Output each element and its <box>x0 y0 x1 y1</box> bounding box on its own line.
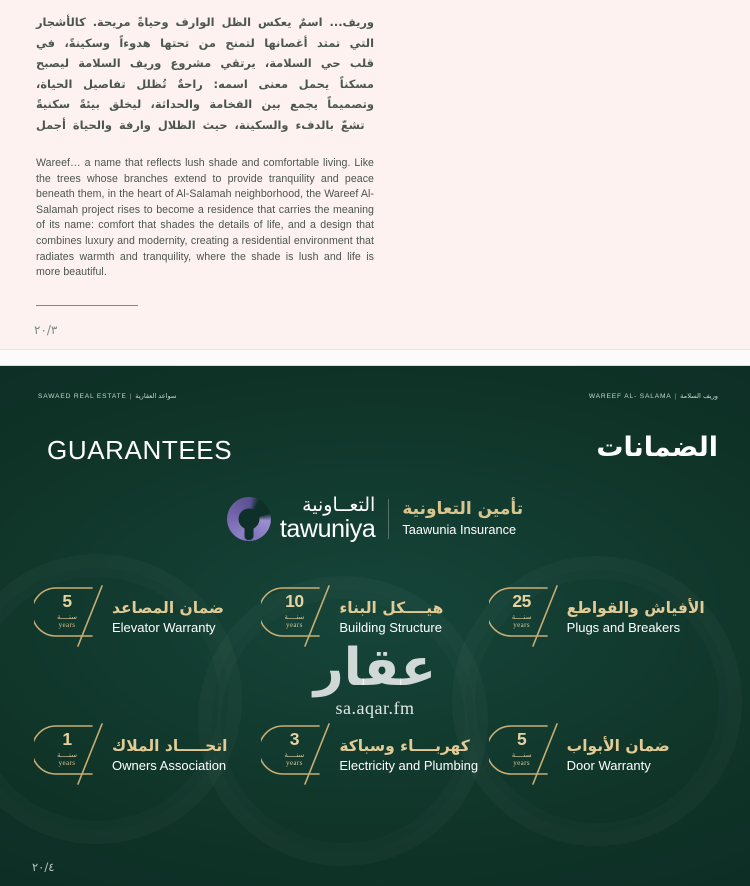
insurer-name-en: Taawunia Insurance <box>402 522 517 538</box>
years-badge <box>489 584 563 650</box>
years-badge <box>261 584 335 650</box>
guarantee-labels <box>567 737 670 773</box>
years-badge <box>261 722 335 788</box>
badge-unit-en: years <box>285 620 303 629</box>
guarantee-label-en: Door Warranty <box>566 758 651 774</box>
years-badge <box>34 584 108 650</box>
page-light-content <box>36 12 374 281</box>
badge-unit-ar: سنــــة <box>511 750 532 759</box>
badge-text <box>274 731 314 767</box>
header-left-en: SAWAED REAL ESTATE <box>38 393 127 400</box>
badge-years: 25 <box>512 591 531 611</box>
badge-unit-en: years <box>513 758 531 767</box>
page-title-en: GUARANTEES <box>47 435 233 465</box>
insurer-name-ar: تأمين التعاونية <box>402 499 524 520</box>
badge-unit-en: years <box>58 620 76 629</box>
guarantee-label-en: Owners Association <box>112 758 227 774</box>
guarantee-label-ar: الأفياش والقواطع <box>566 598 705 617</box>
page-title-ar: الضمانات <box>596 432 718 463</box>
insurer-divider <box>388 499 389 539</box>
insurer-names <box>402 501 523 536</box>
header-separator: | <box>674 393 678 400</box>
insurer-block <box>0 496 750 542</box>
guarantee-item <box>489 584 716 650</box>
badge-years: 1 <box>62 729 72 749</box>
guarantee-item <box>261 722 488 788</box>
document-page-light <box>0 0 750 349</box>
header-brand-left <box>38 392 176 400</box>
watermark-url: sa.aqar.fm <box>335 698 415 718</box>
guarantee-label-en: Building Structure <box>339 620 442 636</box>
badge-text <box>47 731 87 767</box>
page-separator-gap <box>0 349 750 366</box>
guarantee-item <box>34 722 261 788</box>
page-number-light: ٢٠/٣ <box>34 323 58 337</box>
badge-text <box>274 593 314 629</box>
badge-unit-ar: سنــــة <box>511 612 532 621</box>
guarantee-label-en: Elevator Warranty <box>112 620 216 636</box>
header-right-ar: وريف السلامة <box>680 392 718 400</box>
badge-unit-ar: سنــــة <box>57 750 77 759</box>
guarantee-labels <box>112 737 227 773</box>
guarantee-label-ar: اتحـــــاد الملاك <box>112 736 228 755</box>
horizontal-rule <box>36 305 138 306</box>
guarantee-item <box>261 584 488 650</box>
guarantee-labels <box>112 599 224 635</box>
guarantee-labels <box>567 599 705 635</box>
arabic-paragraph: وريف... اسمٌ يعكس الظل الوارف وحياةً مريحة. كالأشجار التي تمتد أغصانها لتمنح من تحتها هدوءاً وسكينةً، في قلب حي السلامة، يرتقي مشروع وريف السلامة ليصبح مسكناً يحمل معنى اسمه: راحةٌ تُظلل تفاصيل الحياة، وتصميماً يجمع بين الفخامة والحداثة، ليخلق بيئةً سكنيةً تشعّ بالدفء والسكينة، حيث الظلال وارفة والحياة أجمل <box>36 15 374 132</box>
english-paragraph: Wareef… a name that reflects lush shade and comfortable living. Like the trees whose branches extend to provide tranquility and peace beneath them, in the heart of Al-Salamah neighborhood, the Wareef Al-Salamah project rises to become a residence that carries the meaning of its name: comfort that shades the details of life, and a design that combines luxury and modernity, creating a residential environment that radiates warmth and tranquility, where the shade is lush and life is more beautiful. <box>36 157 374 279</box>
badge-text <box>47 593 87 629</box>
guarantee-label-ar: هيــــكل البناء <box>339 598 444 617</box>
badge-text <box>502 731 542 767</box>
guarantee-labels <box>339 599 443 635</box>
badge-unit-en: years <box>513 620 531 629</box>
header-separator: | <box>129 393 133 400</box>
guarantee-label-ar: كهربــــاء وسباكة <box>339 736 470 755</box>
years-badge <box>34 722 108 788</box>
header-brand-right <box>589 392 718 400</box>
badge-unit-ar: سنــــة <box>57 612 77 621</box>
badge-years: 5 <box>62 591 72 611</box>
guarantee-label-ar: ضمان المصاعد <box>112 598 224 617</box>
header-left-ar: سواعد العقارية <box>135 392 177 400</box>
guarantee-item <box>489 722 716 788</box>
badge-years: 3 <box>289 729 299 749</box>
years-badge <box>489 722 563 788</box>
badge-unit-ar: سنــــة <box>284 750 305 759</box>
badge-unit-en: years <box>285 758 303 767</box>
tawuniya-logo <box>227 496 375 542</box>
guarantee-item <box>34 584 261 650</box>
tawuniya-mark-icon <box>227 497 271 541</box>
badge-years: 5 <box>517 729 527 749</box>
guarantees-grid <box>0 584 750 788</box>
document-page-dark <box>0 366 750 886</box>
header-right-en: WAREEF AL- SALAMA <box>588 393 672 400</box>
page-number-dark: ٢٠/٤ <box>32 860 55 874</box>
tawuniya-logo-ar: التعــاونية <box>302 494 376 516</box>
badge-unit-ar: سنــــة <box>284 612 305 621</box>
guarantee-labels <box>339 737 478 773</box>
badge-years: 10 <box>285 591 304 611</box>
tawuniya-wordmark <box>280 496 375 542</box>
guarantee-label-ar: ضمان الأبواب <box>566 736 670 755</box>
badge-text <box>502 593 542 629</box>
tawuniya-logo-en: tawuniya <box>279 515 376 543</box>
guarantee-label-en: Electricity and Plumbing <box>339 758 479 774</box>
guarantee-label-en: Plugs and Breakers <box>566 620 681 636</box>
badge-unit-en: years <box>58 758 76 767</box>
watermark-brand-ar: عقار <box>313 638 437 698</box>
